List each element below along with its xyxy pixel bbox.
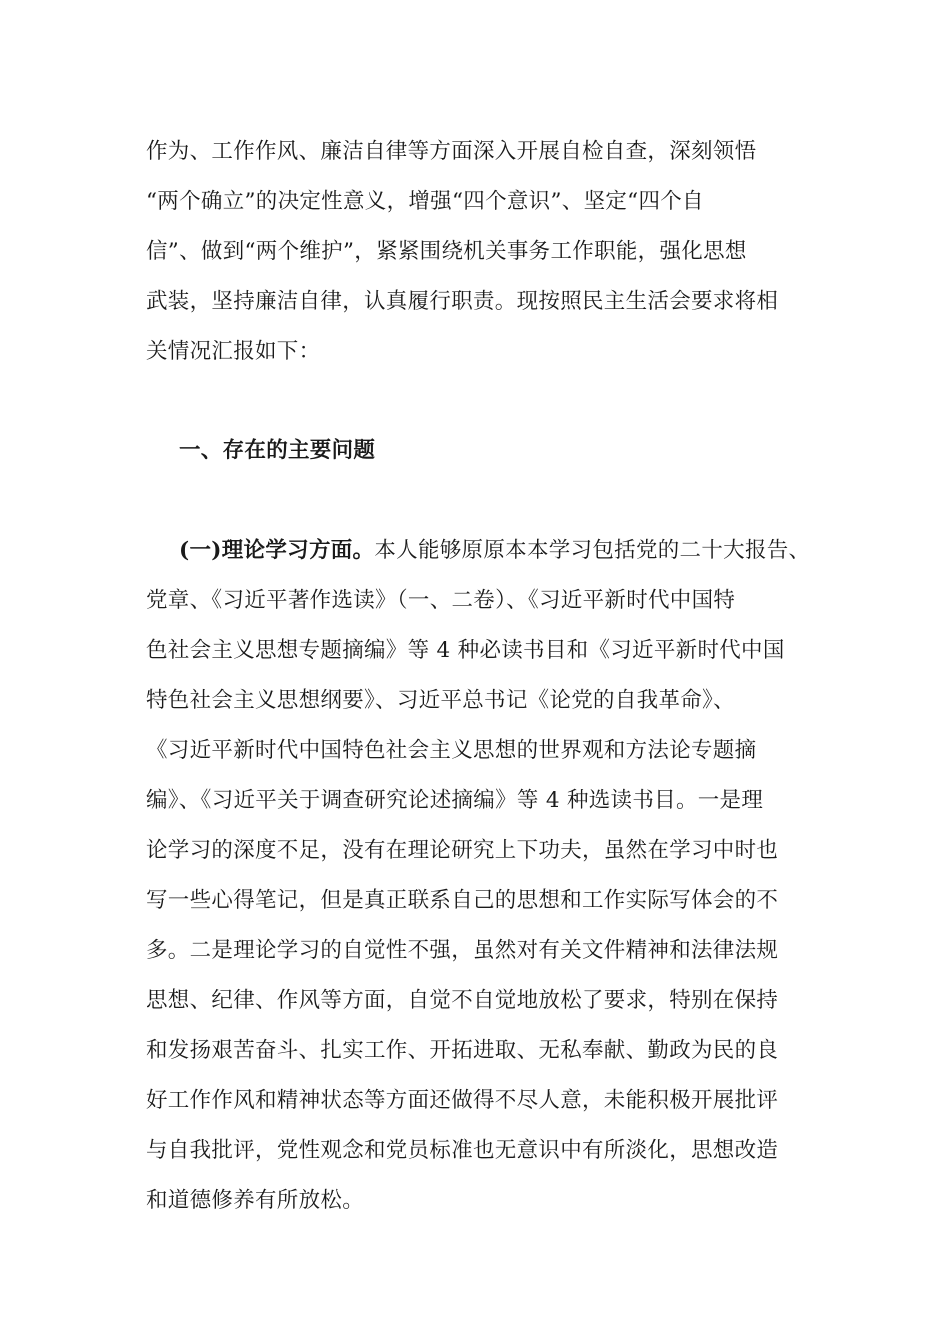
subsection-first-line <box>179 538 810 564</box>
paragraph-line: 《习近平新时代中国特色社会主义思想的世界观和方法论专题摘 <box>146 738 757 763</box>
paragraph-line: 党章、《习近平著作选读》（一、二卷）、《习近平新时代中国特 <box>146 588 736 613</box>
paragraph-line: 武装，坚持廉洁自律，认真履行职责。现按照民主生活会要求将相 <box>146 289 779 314</box>
paragraph-line: 编》、《习近平关于调查研究论述摘编》等 4 种选读书目。一是理 <box>146 788 764 813</box>
paragraph-line: 与自我批评，党性观念和党员标准也无意识中有所淡化，思想改造 <box>146 1138 779 1163</box>
subsection-heading: (一)理论学习方面。 <box>179 538 375 563</box>
paragraph-line: 好工作作风和精神状态等方面还做得不尽人意，未能积极开展批评 <box>146 1088 779 1113</box>
section-heading: 一、存在的主要问题 <box>179 438 376 463</box>
paragraph-line: “两个确立”的决定性意义，增强“四个意识”、坚定“四个自 <box>146 189 704 214</box>
subsection-first-line-text: 本人能够原原本本学习包括党的二十大报告、 <box>374 538 811 563</box>
paragraph-line: 和道德修养有所放松。 <box>146 1188 365 1213</box>
paragraph-line: 关情况汇报如下： <box>146 339 321 364</box>
paragraph-line: 多。二是理论学习的自觉性不强，虽然对有关文件精神和法律法规 <box>146 938 779 963</box>
paragraph-line: 论学习的深度不足，没有在理论研究上下功夫，虽然在学习中时也 <box>146 838 779 863</box>
paragraph-line: 和发扬艰苦奋斗、扎实工作、开拓进取、无私奉献、勤政为民的良 <box>146 1038 779 1063</box>
paragraph-line: 写一些心得笔记，但是真正联系自己的思想和工作实际写体会的不 <box>146 888 779 913</box>
paragraph-line: 色社会主义思想专题摘编》等 4 种必读书目和《习近平新时代中国 <box>146 638 785 663</box>
paragraph-line: 信”、做到“两个维护”，紧紧围绕机关事务工作职能，强化思想 <box>146 239 747 264</box>
paragraph-line: 特色社会主义思想纲要》、习近平总书记《论党的自我革命》、 <box>146 688 735 713</box>
paragraph-line: 思想、纪律、作风等方面，自觉不自觉地放松了要求，特别在保持 <box>146 988 779 1013</box>
paragraph-line: 作为、工作作风、廉洁自律等方面深入开展自检自查，深刻领悟 <box>146 139 757 164</box>
